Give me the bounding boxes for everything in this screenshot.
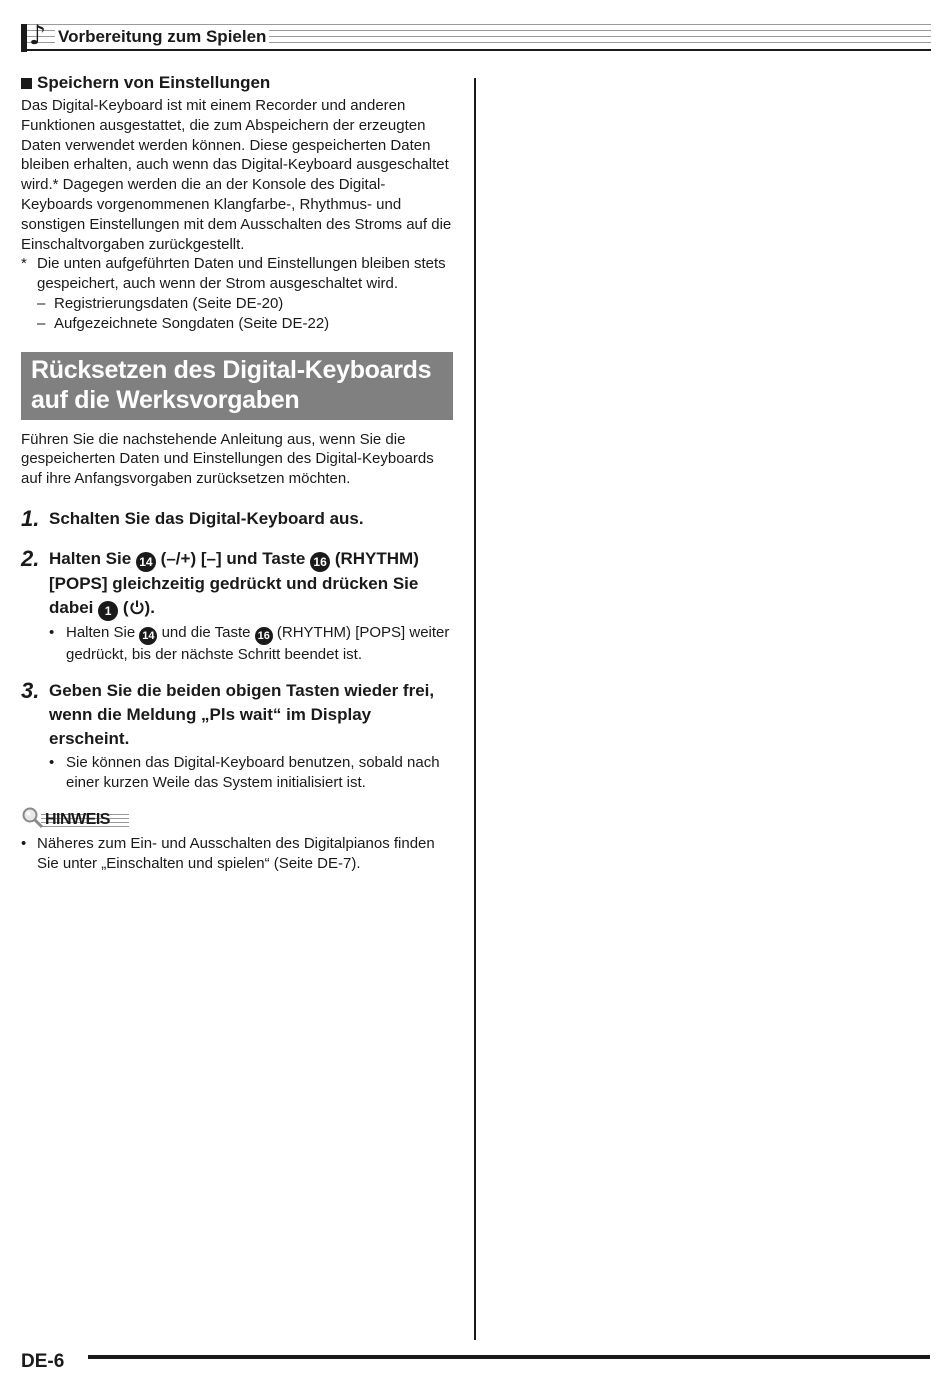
- storage-heading: [21, 72, 453, 94]
- magnifier-icon: [21, 806, 45, 830]
- note-bullet: [21, 834, 453, 874]
- list-item: [21, 314, 453, 334]
- storage-footnote: [21, 254, 453, 294]
- bullet-mark: •: [49, 623, 55, 641]
- step-number: 3.: [21, 677, 40, 703]
- step-number: 2.: [21, 545, 40, 571]
- music-note-icon: ♪: [29, 20, 47, 51]
- bullet-text-part: Halten Sie: [66, 623, 136, 641]
- power-icon: [129, 599, 145, 615]
- list-item-text: Aufgezeichnete Songdaten (Seite DE-22): [54, 314, 330, 332]
- step-text-part: (: [122, 597, 129, 617]
- note-text: Näheres zum Ein- und Ausschalten des Digitalpianos finden Sie unter „Einschalten und spielen“ (Seite DE-7).: [37, 835, 435, 873]
- reset-title-line: Rücksetzen des Digital-Keyboards: [31, 355, 432, 384]
- step-text-part: (–/+) [–] und Taste: [160, 548, 306, 568]
- step-text: [49, 547, 453, 621]
- step-bullet: [49, 623, 453, 665]
- list-item: [21, 294, 453, 314]
- page-number: DE-6: [21, 1351, 65, 1372]
- storage-footnote-text: Die unten aufgeführten Daten und Einstellungen bleiben stets gespeichert, auch wenn der Strom ausgeschaltet wird.: [37, 255, 446, 293]
- step-text-part: ).: [144, 597, 155, 617]
- note-label: [21, 808, 453, 834]
- bullet-text-part: und die Taste: [161, 623, 251, 641]
- bullet-mark: •: [49, 753, 55, 771]
- bullet-mark: •: [21, 835, 27, 853]
- staff-line: [21, 49, 931, 51]
- step-text-part: Halten Sie: [49, 548, 132, 568]
- step-1: [21, 507, 453, 531]
- step-text: Geben Sie die beiden obigen Tasten wieder frei, wenn die Meldung „Pls wait“ im Display erscheint.: [49, 680, 435, 748]
- bullet-text: Sie können das Digital-Keyboard benutzen, sobald nach einer kurzen Weile das System initialisiert ist.: [66, 753, 440, 791]
- section-header: [21, 20, 931, 52]
- storage-heading-text: Speichern von Einstellungen: [37, 73, 271, 92]
- bullet-text-part: (RHYTHM) [POPS] weiter gedrückt, bis der nächste Schritt beendet ist.: [66, 623, 450, 663]
- footer-rule: [88, 1355, 930, 1359]
- list-item-text: Registrierungsdaten (Seite DE-20): [54, 294, 284, 312]
- step-text: Schalten Sie das Digital-Keyboard aus.: [49, 508, 364, 528]
- storage-paragraph: Das Digital-Keyboard ist mit einem Recorder und anderen Funktionen ausgestattet, die zum Abspeichern der erzeugten Daten verwendet werden können. Diese gespeicherten Daten bleiben erhalten, auch wenn das Digital-Keyboard ausgeschaltet wird.* Dagegen werden die an der Konsole des Digital-Keyboards vorgenommenen Klangfarbe-, Rhythmus- und sonstigen Einstellungen mit dem Ausschalten des Stroms auf die Einschaltvorgaben zurückgestellt.: [21, 97, 452, 253]
- step-3: [21, 679, 453, 793]
- button-number-badge: 16: [255, 627, 273, 645]
- step-2: [21, 547, 453, 665]
- left-column: [21, 72, 453, 874]
- dash-mark: –: [37, 314, 46, 332]
- button-number-badge: 1: [98, 601, 118, 621]
- bullet-text: [66, 623, 453, 665]
- asterisk-mark: *: [21, 255, 27, 273]
- step-text-part: (RHYTHM) [POPS] gleichzeitig gedrückt und drücken Sie dabei: [49, 548, 419, 617]
- column-divider: [474, 78, 476, 1340]
- button-number-badge: 14: [136, 552, 156, 572]
- button-number-badge: 16: [310, 552, 330, 572]
- step-bullet: [49, 753, 453, 793]
- dash-mark: –: [37, 294, 46, 312]
- button-number-badge: 14: [139, 627, 157, 645]
- staff-line: [21, 24, 931, 25]
- reset-title-line: auf die Werksvorgaben: [31, 385, 300, 414]
- step-number: 1.: [21, 505, 40, 531]
- header-title: Vorbereitung zum Spielen: [55, 27, 269, 47]
- reset-section-title: [21, 352, 453, 420]
- square-bullet-icon: [21, 78, 32, 89]
- reset-intro: Führen Sie die nachstehende Anleitung aus, wenn Sie die gespeicherten Daten und Einstellungen des Digital-Keyboards auf ihre Anfangsvorgaben zurücksetzen möchten.: [21, 430, 434, 488]
- staff-bar: [21, 24, 27, 52]
- note-label-text: HINWEIS: [45, 811, 110, 829]
